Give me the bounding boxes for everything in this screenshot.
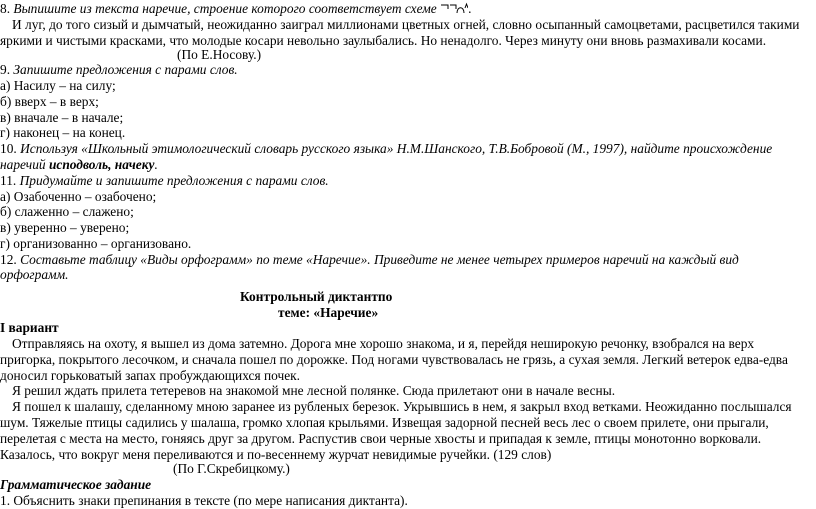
list-item: в) вначале – в начале; bbox=[0, 109, 124, 125]
grammar-item: 1. Объяснить знаки препинания в тексте (по мере написания диктанта). bbox=[0, 493, 408, 508]
task9-text: Запишите предложения с парами слов. bbox=[13, 62, 238, 78]
list-item: б) вверх – в верх; bbox=[0, 93, 99, 109]
dictation-line: Отправляясь на охоту, я вышел из дома затемно. Дорога мне хорошо знакома, и я, перейдя неширокую речонку, взобрался на верх bbox=[12, 336, 755, 352]
grammar-title: Грамматическое задание bbox=[0, 477, 152, 493]
task11-number: 11. bbox=[0, 172, 17, 188]
dictation-subtitle: теме: «Наречие» bbox=[278, 304, 379, 320]
list-item: в) уверенно – уверено; bbox=[0, 220, 130, 236]
dictation-line: перелетая с места на место, гоняясь друг за другом. Распустив свои черные хвосты и припадая к земле, птицы монотонно ворковали. bbox=[0, 430, 762, 446]
task10-text: Используя «Школьный этимологический словарь русского языка» Н.М.Шанского, Т.В.Бобровой (М., 1997), найдите происхождение bbox=[20, 141, 773, 157]
list-item: б) слаженно – слажено; bbox=[0, 204, 134, 220]
task8-text: Выпишите из текста наречие, строение которого соответствует схеме bbox=[13, 1, 437, 16]
task12-line2: орфограмм. bbox=[0, 267, 69, 283]
dictation-line: Я пошел к шалашу, сделанному мною заранее из рубленых березок. Укрывшись в нем, я закрыл вход ветками. Неожиданно послышался bbox=[12, 399, 792, 415]
morpheme-scheme-icon bbox=[440, 2, 468, 14]
list-item: а) Озабоченно – озабочено; bbox=[0, 188, 157, 204]
task8-paragraph-line2: яркими и чистыми красками, что молодые косари невольно заулыбались. Но ненадолго. Через минуту они вновь размахивали косами. bbox=[0, 32, 767, 48]
task12-heading bbox=[0, 251, 739, 268]
task10-adverbs: исподволь, начеку bbox=[48, 156, 155, 172]
task12-number: 12. bbox=[0, 251, 17, 267]
dictation-title: Контрольный диктантпо bbox=[240, 288, 393, 304]
task10-number: 10. bbox=[0, 141, 17, 157]
task8-paragraph-line1: И луг, до того сизый и дымчатый, неожиданно заиграл миллионами цветных огней, словно осыпанный самоцветами, расцветился такими bbox=[12, 16, 800, 32]
dictation-line: Казалось, что вокруг меня переливаются и по-весеннему журчат невидимые ручейки. (129 слов) bbox=[0, 446, 552, 462]
task9-number: 9. bbox=[0, 62, 11, 78]
dictation-line: шум. Тяжелые птицы садились у шалаша, громко хлопая крыльями. Извещая задорной песней весь лес о своем прилете, они прыгали, bbox=[0, 415, 769, 431]
task10-line2-start: наречий bbox=[0, 156, 46, 172]
dictation-variant: I вариант bbox=[0, 320, 59, 336]
task8-heading: 8. Выпишите из текста наречие, строение которого соответствует схеме . bbox=[0, 1, 472, 16]
task12-text: Составьте таблицу «Виды орфограмм» по теме «Наречие». Приведите не менее четырех примеров наречий на каждый вид bbox=[20, 251, 739, 267]
dictation-author: (По Г.Скребицкому.) bbox=[173, 461, 290, 477]
dictation-line: Я решил ждать прилета тетеревов на знакомой мне лесной полянке. Сюда прилетают они в начале весны. bbox=[12, 383, 616, 399]
task8-author: (По Е.Носову.) bbox=[177, 47, 262, 63]
task10-line2 bbox=[0, 156, 158, 173]
list-item: а) Насилу – на силу; bbox=[0, 78, 116, 94]
task9-heading bbox=[0, 61, 238, 78]
task11-text: Придумайте и запишите предложения с парами слов. bbox=[19, 172, 329, 188]
list-item: г) наконец – на конец. bbox=[0, 125, 126, 141]
dictation-line: пригорка, покрытого лесочком, и сначала пошел по дорожке. Под ногами чувствовалась не грязь, а сухая земля. Легкий ветерок едва-едва bbox=[0, 351, 788, 367]
task11-heading bbox=[0, 172, 329, 189]
task8-number: 8. bbox=[0, 1, 11, 16]
list-item: г) организованно – организовано. bbox=[0, 235, 192, 251]
task10-line2-end: . bbox=[154, 156, 158, 172]
dictation-line: доносил горьковатый запах пробуждающихся почек. bbox=[0, 367, 301, 383]
task10-heading bbox=[0, 140, 772, 157]
